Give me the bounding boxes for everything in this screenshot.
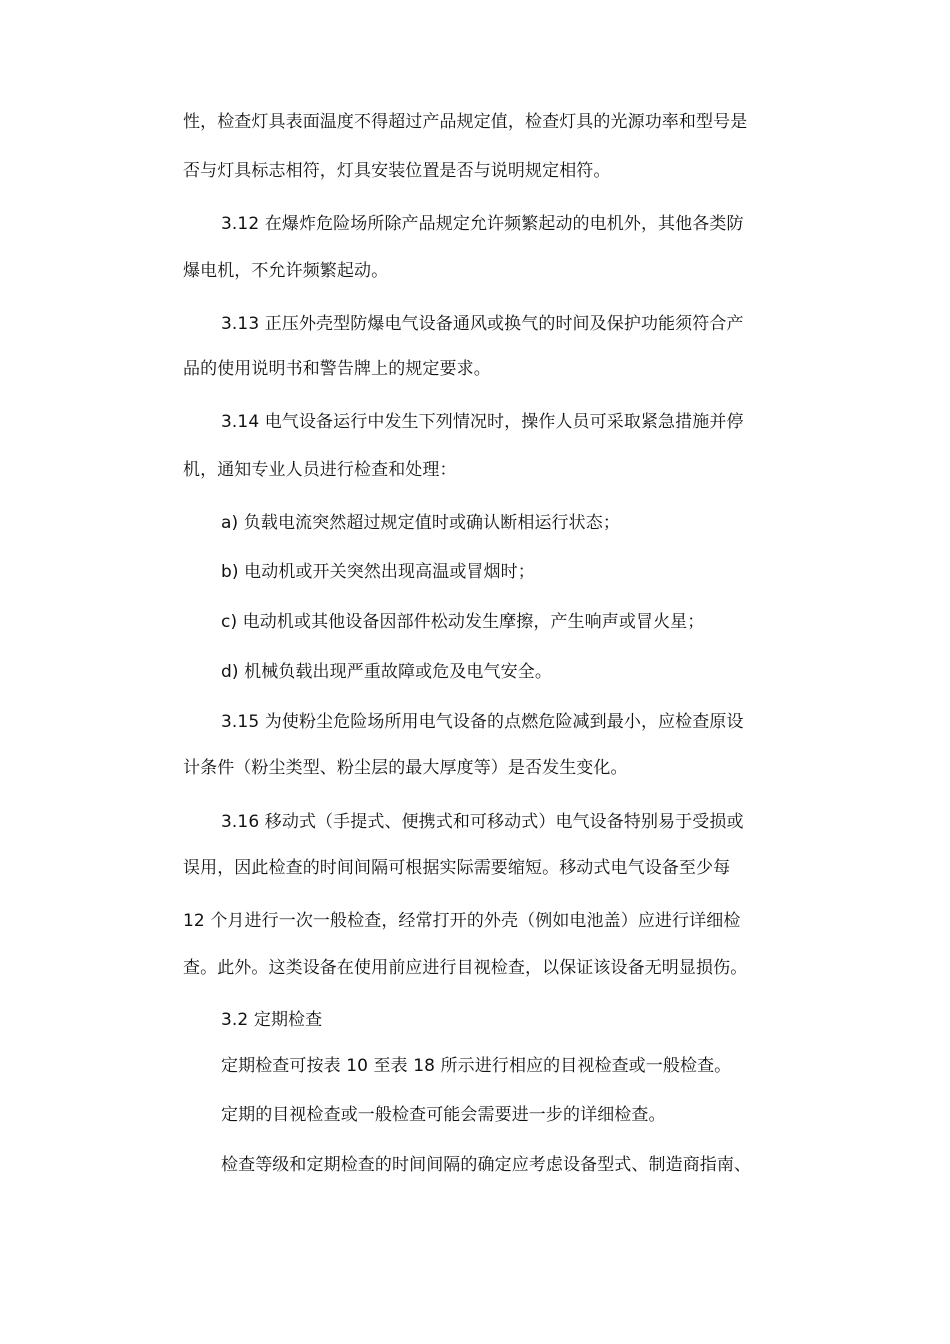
text-line: 误用，因此检查的时间间隔可根据实际需要缩短。移动式电气设备至少每 <box>183 858 731 878</box>
list-item: d) 机械负载出现严重故障或危及电气安全。 <box>221 662 552 682</box>
text-line: 性，检查灯具表面温度不得超过产品规定值，检查灯具的光源功率和型号是 <box>183 112 748 132</box>
text-line: 爆电机，不允许频繁起动。 <box>183 261 389 281</box>
text-line: 3.13 正压外壳型防爆电气设备通风或换气的时间及保护功能须符合产 <box>221 314 744 334</box>
text-line: 查。此外。这类设备在使用前应进行目视检查，以保证该设备无明显损伤。 <box>183 958 748 978</box>
text-line: 3.12 在爆炸危险场所除产品规定允许频繁起动的电机外，其他各类防 <box>221 214 744 234</box>
list-item: a) 负载电流突然超过规定值时或确认断相运行状态； <box>221 513 620 533</box>
section-heading: 3.2 定期检查 <box>221 1010 323 1030</box>
text-line: 计条件（粉尘类型、粉尘层的最大厚度等）是否发生变化。 <box>183 758 628 778</box>
text-line: 机，通知专业人员进行检查和处理： <box>183 460 457 480</box>
text-line: 3.15 为使粉尘危险场所用电气设备的点燃危险减到最小，应检查原设 <box>221 712 744 732</box>
text-line: 12 个月进行一次一般检查，经常打开的外壳（例如电池盖）应进行详细检 <box>183 911 741 931</box>
text-line: 3.16 移动式（手提式、便携式和可移动式）电气设备特别易于受损或 <box>221 812 744 832</box>
text-line: 3.14 电气设备运行中发生下列情况时，操作人员可采取紧急措施并停 <box>221 412 744 432</box>
list-item: c) 电动机或其他设备因部件松动发生摩擦，产生响声或冒火星； <box>221 612 705 632</box>
list-item: b) 电动机或开关突然出现高温或冒烟时； <box>221 562 535 582</box>
text-line: 品的使用说明书和警告牌上的规定要求。 <box>183 359 491 379</box>
text-line: 定期检查可按表 10 至表 18 所示进行相应的目视检查或一般检查。 <box>221 1056 732 1076</box>
text-line: 否与灯具标志相符，灯具安装位置是否与说明规定相符。 <box>183 161 611 181</box>
text-line: 定期的目视检查或一般检查可能会需要进一步的详细检查。 <box>221 1105 666 1125</box>
text-line: 检查等级和定期检查的时间间隔的确定应考虑设备型式、制造商指南、 <box>221 1155 752 1175</box>
